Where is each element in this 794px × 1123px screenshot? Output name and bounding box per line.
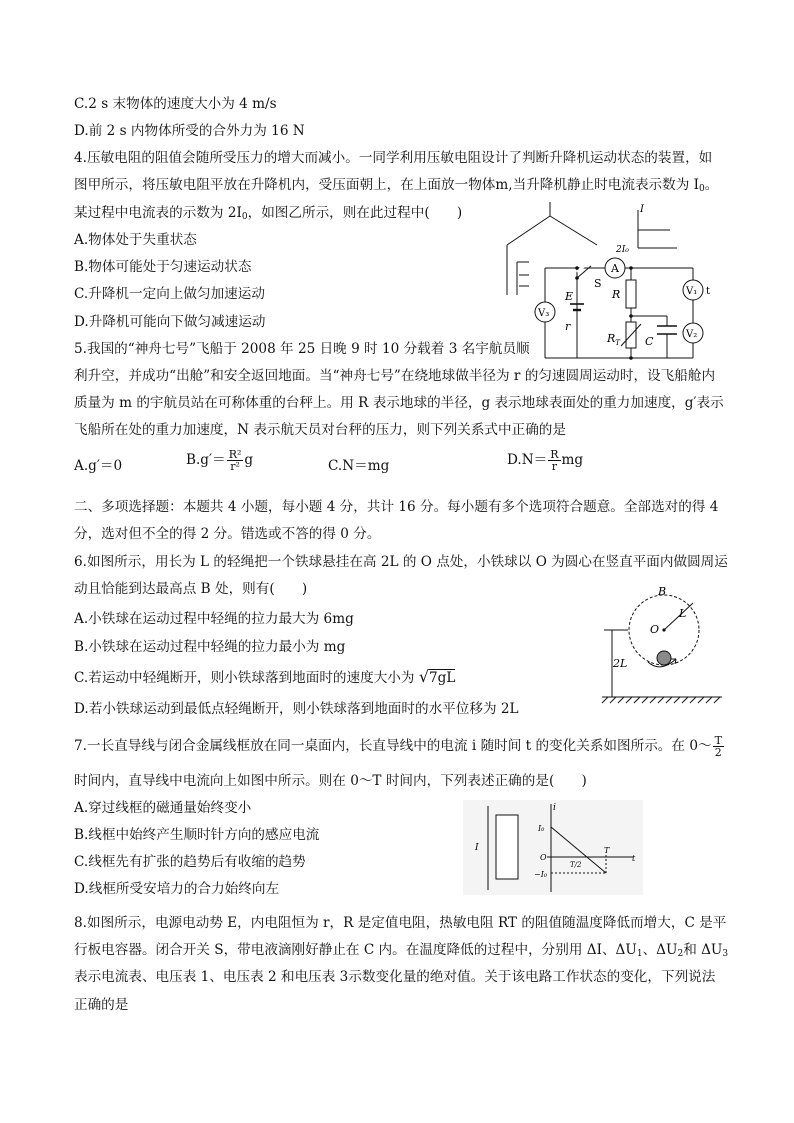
section2-heading-line1: 二、多项选择题：本题共 4 小题，每小题 4 分，共计 16 分。每小题有多个选项符合题意。全部选对的得 4	[74, 499, 719, 515]
graph-t-axis-label: t	[706, 286, 711, 297]
q4-option-c: C.升降机一定向上做匀加速运动	[74, 286, 265, 302]
graph-half-period-tick: T/2	[570, 861, 582, 869]
q5-option-c: C.N＝mg	[328, 458, 390, 474]
ammeter-label: A	[611, 262, 619, 275]
q6-option-a: A.小铁球在运动过程中轻绳的拉力最大为 6mg	[74, 611, 354, 627]
wire-current-label: I	[475, 843, 479, 853]
point-o-label: O	[650, 623, 660, 636]
q5-option-a: A.g′＝0	[74, 458, 123, 474]
q6-option-c: C.若运动中轻绳断开，则小铁球落到地面时的速度大小为 √7gL	[74, 667, 456, 686]
q4-circuit-figure	[505, 200, 730, 365]
graph-period-tick: T	[604, 846, 610, 855]
q3-option-d: D.前 2 s 内物体所受的合外力为 16 N	[74, 123, 305, 139]
graph-2i0-tick: 2I₀	[616, 245, 629, 255]
q7-stem-line2: 时间内，直导线中电流向上如图中所示。则在 0～T 时间内，下列表述正确的是( )	[74, 773, 587, 789]
q4-stem-line2: 图甲所示，将压敏电阻平放在升降机内，受压面朝上，在上面放一物体m,当升降机静止时电流表示数为 $I_0$。	[74, 177, 719, 194]
q7-option-b: B.线框中始终产生顺时针方向的感应电流	[74, 827, 320, 843]
q7-option-a: A.穿过线框的磁通量始终变小	[74, 800, 252, 816]
q6-option-b: B.小铁球在运动过程中轻绳的拉力最小为 mg	[74, 639, 346, 655]
q5-stem-line3: 质量为 m 的宇航员站在可称体重的台秤上。用 R 表示地球的半径，g 表示地球表面处的重力加速度，g′表示	[74, 395, 724, 411]
q7-option-d: D.线框所受安培力的合力始终向左	[74, 881, 280, 897]
point-b-label: B	[658, 585, 667, 598]
graph-i-axis-label: I	[640, 204, 644, 215]
q6-option-d: D.若小铁球运动到最低点轻绳断开，则小铁球落到地面时的水平位移为 2L	[74, 701, 519, 717]
graph-t-axis-label: t	[632, 854, 636, 863]
q8-stem-line2: 行板电容器。闭合开关 S，带电液滴刚好静止在 C 内。在温度降低的过程中，分别用 ΔI、$\Delta U_1$、$\Delta U_2$和 $\Delta U_3$	[74, 942, 729, 959]
height-2l-label: 2L	[613, 657, 628, 670]
q6-stem-line1: 6.如图所示，用长为 L 的轻绳把一个铁球悬挂在高 2L 的 O 点处，小铁球以 O 为圆心在竖直平面内做圆周运	[74, 554, 728, 570]
section2-heading-line2: 分，选对但不全的得 2 分。错选或不答的得 0 分。	[74, 526, 381, 542]
voltmeter-1-label: V₁	[686, 286, 698, 297]
q4-stem-line3: 某过程中电流表的示数为 $2I_0$，如图乙所示，则在此过程中( )	[74, 205, 463, 222]
q5-stem-line4: 飞船所在处的重力加速度，N 表示航天员对台秤的压力，则下列关系式中正确的是	[74, 422, 566, 438]
capacitor-label: C	[645, 335, 654, 348]
q5-option-d: D.N＝ $\frac{R}{r}$ mg	[507, 448, 584, 473]
iron-ball	[657, 651, 671, 665]
q6-pendulum-figure	[600, 585, 725, 710]
q7-option-c: C.线框先有扩张的趋势后有收缩的趋势	[74, 854, 306, 870]
q4-stem-line1: 4.压敏电阻的阻值会随所受压力的增大而减小。一同学利用压敏电阻设计了判断升降机运动状态的装置，如	[74, 150, 713, 166]
q8-stem-line3: 表示电流表、电压表 1、电压表 2 和电压表 3示数变化量的绝对值。关于该电路工作状态的变化，下列说法	[74, 969, 716, 985]
q6-stem-line2: 动且恰能到达最高点 B 处，则有( )	[74, 581, 308, 597]
graph-origin-label: O	[540, 853, 547, 862]
q5-option-b: B.g′＝ $\frac{\text{R²}}{\text{r²}}$ g	[186, 448, 254, 473]
emf-label: E	[565, 290, 574, 303]
q4-option-d: D.升降机可能向下做匀减速运动	[74, 314, 266, 330]
q7-stem-line1: 7.一长直导线与闭合金属线框放在同一桌面内，长直导线中的电流 i 随时间 t 的变化关系如图所示。在 0～ $\frac{T}{2}$	[74, 734, 722, 759]
q4-option-b: B.物体可能处于匀速运动状态	[74, 259, 252, 275]
q8-stem-line4: 正确的是	[74, 997, 129, 1013]
switch-label: S	[594, 277, 602, 290]
q8-stem-line1: 8.如图所示，电源电动势 E，内电阻恒为 r，R 是定值电阻，热敏电阻 RT 的阻值随温度降低而增大，C 是平	[74, 915, 727, 931]
voltmeter-3-label: V₃	[538, 308, 550, 319]
length-l-label: L	[679, 607, 687, 620]
q5-stem-line1: 5.我国的“神舟七号”飞船于 2008 年 25 日晚 9 时 10 分载着 3 名宇航员顺	[74, 341, 530, 357]
internal-resistance-label: r	[565, 320, 571, 333]
q4-option-a: A.物体处于失重状态	[74, 232, 197, 248]
q3-option-c: C.2 s 末物体的速度大小为 4 m/s	[74, 96, 277, 112]
resistor-label: R	[612, 288, 621, 301]
graph-i-axis-label: i	[553, 803, 556, 813]
q5-stem-line2: 利升空，并成功“出舱”和安全返回地面。当“神舟七号”在绕地球做半径为 r 的匀速圆周运动时，设飞船舱内	[74, 368, 716, 384]
graph-i0-tick: I₀	[538, 824, 545, 833]
q7-wire-figure	[463, 800, 643, 895]
thermistor-label: $R_T$	[607, 332, 620, 347]
graph-neg-i0-tick: −I₀	[534, 870, 548, 879]
voltmeter-2-label: V₂	[686, 329, 698, 340]
